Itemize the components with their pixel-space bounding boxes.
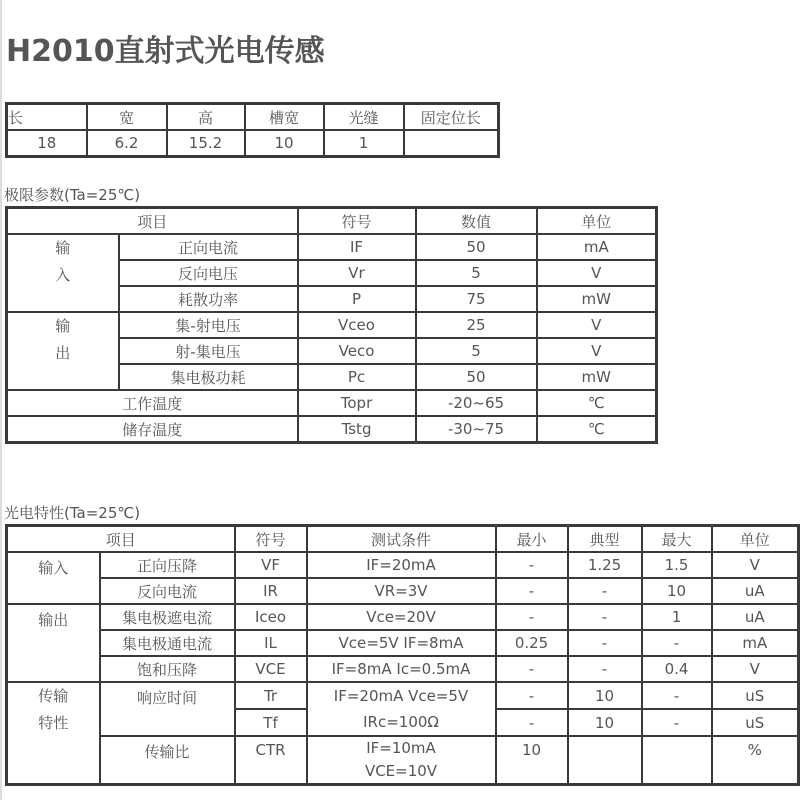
param-name: 集电极通电流 [100,630,235,656]
min-value: 10 [496,736,568,785]
header-cell: 项目 [7,526,235,553]
symbol: Tr [235,682,307,709]
table-row [7,130,499,157]
param-name: 射-集电压 [119,338,298,364]
min-value: - [496,709,568,736]
value: 5 [416,260,537,286]
symbol: Topr [298,390,416,416]
test-condition: IF=20mA Vce=5V IRc=100Ω [307,682,496,736]
unit: V [712,552,799,578]
min-value: - [496,552,568,578]
symbol: Pc [298,364,416,390]
unit: uS [712,709,799,736]
header-cell: 槽宽 [245,104,324,131]
group-cell-output: 输出 [7,312,119,390]
unit: uA [712,578,799,604]
typ-value: - [568,656,642,682]
unit: V [537,260,657,286]
param-name: 储存温度 [7,416,298,443]
table-row [7,656,799,682]
max-value: 0.4 [642,656,712,682]
table-header-row [7,208,657,235]
symbol: Tf [235,709,307,736]
test-condition: IF=10mA VCE=10V [307,736,496,785]
param-name: 集电极功耗 [119,364,298,390]
min-value: - [496,682,568,709]
min-value: - [496,604,568,630]
max-value: 1 [642,604,712,630]
value: 5 [416,338,537,364]
param-name: 反向电流 [100,578,235,604]
param-name: 耗散功率 [119,286,298,312]
max-value: 1.5 [642,552,712,578]
test-condition: IF=20mA [307,552,496,578]
typ-value: 10 [568,709,642,736]
value: -20~65 [416,390,537,416]
header-cell: 项目 [7,208,298,235]
group-cell-transfer: 传输特性 [7,682,100,785]
table-row [7,682,799,709]
param-name: 传输比 [100,736,235,785]
max-value: - [642,682,712,709]
value: -30~75 [416,416,537,443]
table-row [7,234,657,260]
header-cell: 最大 [642,526,712,553]
optical-table [5,524,800,786]
table-row [7,416,657,443]
header-cell: 符号 [235,526,307,553]
param-name: 响应时间 [100,682,235,736]
typ-value: - [568,578,642,604]
symbol: Vr [298,260,416,286]
value: 50 [416,364,537,390]
typ-value: 1.25 [568,552,642,578]
param-name: 反向电压 [119,260,298,286]
table-row [7,736,799,785]
symbol: Veco [298,338,416,364]
limits-table [5,206,658,444]
table-header-row [7,526,799,553]
param-name: 饱和压降 [100,656,235,682]
header-cell: 高 [167,104,245,131]
cell: 6.2 [87,130,167,157]
table-row [7,604,799,630]
page-title: H2010直射式光电传感 [6,34,325,69]
typ-value: - [568,630,642,656]
table-row [7,578,799,604]
table-row [7,630,799,656]
min-value: - [496,656,568,682]
group-cell-input: 输入 [7,552,100,604]
typ-value [568,736,642,785]
value: 50 [416,234,537,260]
max-value: - [642,630,712,656]
unit: V [712,656,799,682]
unit: V [537,338,657,364]
header-cell: 宽 [87,104,167,131]
dimensions-table [5,102,500,158]
test-condition: VR=3V [307,578,496,604]
value: 25 [416,312,537,338]
max-value: 10 [642,578,712,604]
group-cell-output: 输出 [7,604,100,682]
unit: mA [537,234,657,260]
header-cell: 最小 [496,526,568,553]
page-edge [0,0,2,800]
typ-value: 10 [568,682,642,709]
symbol: IF [298,234,416,260]
unit: mW [537,286,657,312]
unit: mA [712,630,799,656]
unit: V [537,312,657,338]
symbol: CTR [235,736,307,785]
table-row [7,312,657,338]
optical-caption: 光电特性(Ta=25℃) [4,504,141,522]
param-name: 正向压降 [100,552,235,578]
param-name: 集电极遮电流 [100,604,235,630]
test-condition: IF=8mA Ic=0.5mA [307,656,496,682]
header-cell: 光缝 [324,104,404,131]
unit: ℃ [537,416,657,443]
header-cell: 单位 [537,208,657,235]
value: 75 [416,286,537,312]
max-value: - [642,709,712,736]
cell: 18 [7,130,87,157]
table-row [7,390,657,416]
symbol: Tstg [298,416,416,443]
header-cell: 单位 [712,526,799,553]
symbol: VCE [235,656,307,682]
limits-caption: 极限参数(Ta=25℃) [4,186,141,204]
cell [404,130,499,157]
symbol: IR [235,578,307,604]
header-cell: 测试条件 [307,526,496,553]
table-header-row [7,104,499,131]
header-cell: 符号 [298,208,416,235]
unit: uA [712,604,799,630]
test-condition: Vce=20V [307,604,496,630]
header-cell: 数值 [416,208,537,235]
symbol: Iceo [235,604,307,630]
header-cell: 固定位长 [404,104,499,131]
header-cell: 长 [7,104,87,131]
param-name: 集-射电压 [119,312,298,338]
unit: % [712,736,799,785]
param-name: 工作温度 [7,390,298,416]
test-condition: Vce=5V IF=8mA [307,630,496,656]
typ-value: - [568,604,642,630]
symbol: P [298,286,416,312]
unit: ℃ [537,390,657,416]
max-value [642,736,712,785]
unit: uS [712,682,799,709]
table-row [7,552,799,578]
cell: 10 [245,130,324,157]
cell: 15.2 [167,130,245,157]
group-cell-input: 输入 [7,234,119,312]
symbol: VF [235,552,307,578]
param-name: 正向电流 [119,234,298,260]
symbol: IL [235,630,307,656]
header-cell: 典型 [568,526,642,553]
min-value: - [496,578,568,604]
unit: mW [537,364,657,390]
min-value: 0.25 [496,630,568,656]
symbol: Vceo [298,312,416,338]
cell: 1 [324,130,404,157]
